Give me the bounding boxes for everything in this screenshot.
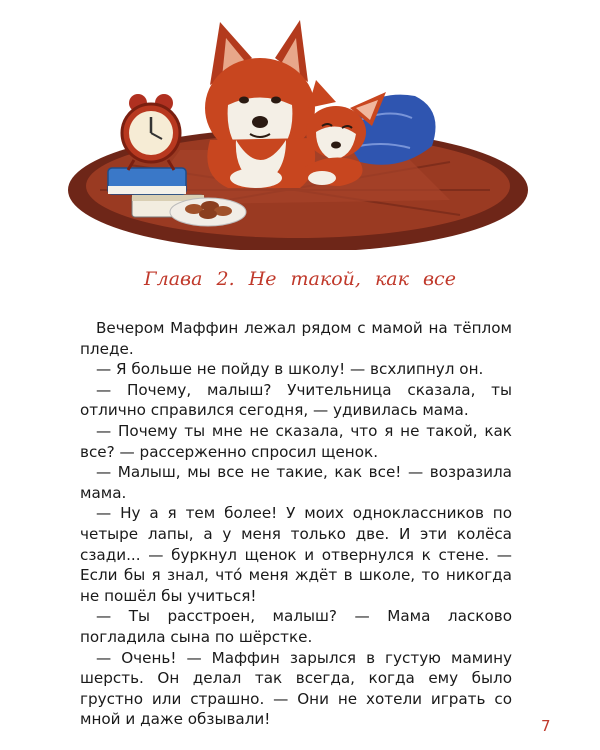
paragraph: — Я больше не пойду в школу! — всхлипнул он.	[96, 360, 484, 379]
paragraph: — Очень! — Маффин зарылся в густую мамину шерсть. Он делал так всегда, когда ему было грустно или страшно. — Они не хотели играть со мной и даже обзывали!	[80, 648, 512, 729]
paragraph: — Малыш, мы все не такие, как все! — возразила мама.	[80, 463, 512, 502]
paragraph: — Почему ты мне не сказала, что я не такой, как все? — рассерженно спросил щенок.	[80, 421, 512, 461]
paragraph: — Ну а я тем более! У моих одноклассников по четыре лапы, а у меня только две. И эти колёса сзади... — буркнул щенок и отвернулся к стене. — Если бы я знал, что́ меня ждёт в школе, то никогда не пошёл бы учиться!	[80, 504, 512, 605]
chapter-body	[80, 318, 512, 730]
paragraph: Вечером Маффин лежал рядом с мамой на тёплом пледе.	[80, 319, 512, 358]
page-number: 7	[541, 717, 551, 735]
paragraph: — Почему, малыш? Учительница сказала, ты отлично справился сегодня, — удивилась мама.	[80, 380, 512, 420]
chapter-illustration	[60, 0, 530, 250]
paragraph: — Ты расстроен, малыш? — Мама ласково погладила сына по шёрстке.	[80, 607, 512, 646]
mother-dog-icon	[205, 20, 315, 188]
cookie-plate-icon	[170, 198, 246, 226]
chapter-title: Глава 2. Не такой, как все	[144, 268, 456, 290]
